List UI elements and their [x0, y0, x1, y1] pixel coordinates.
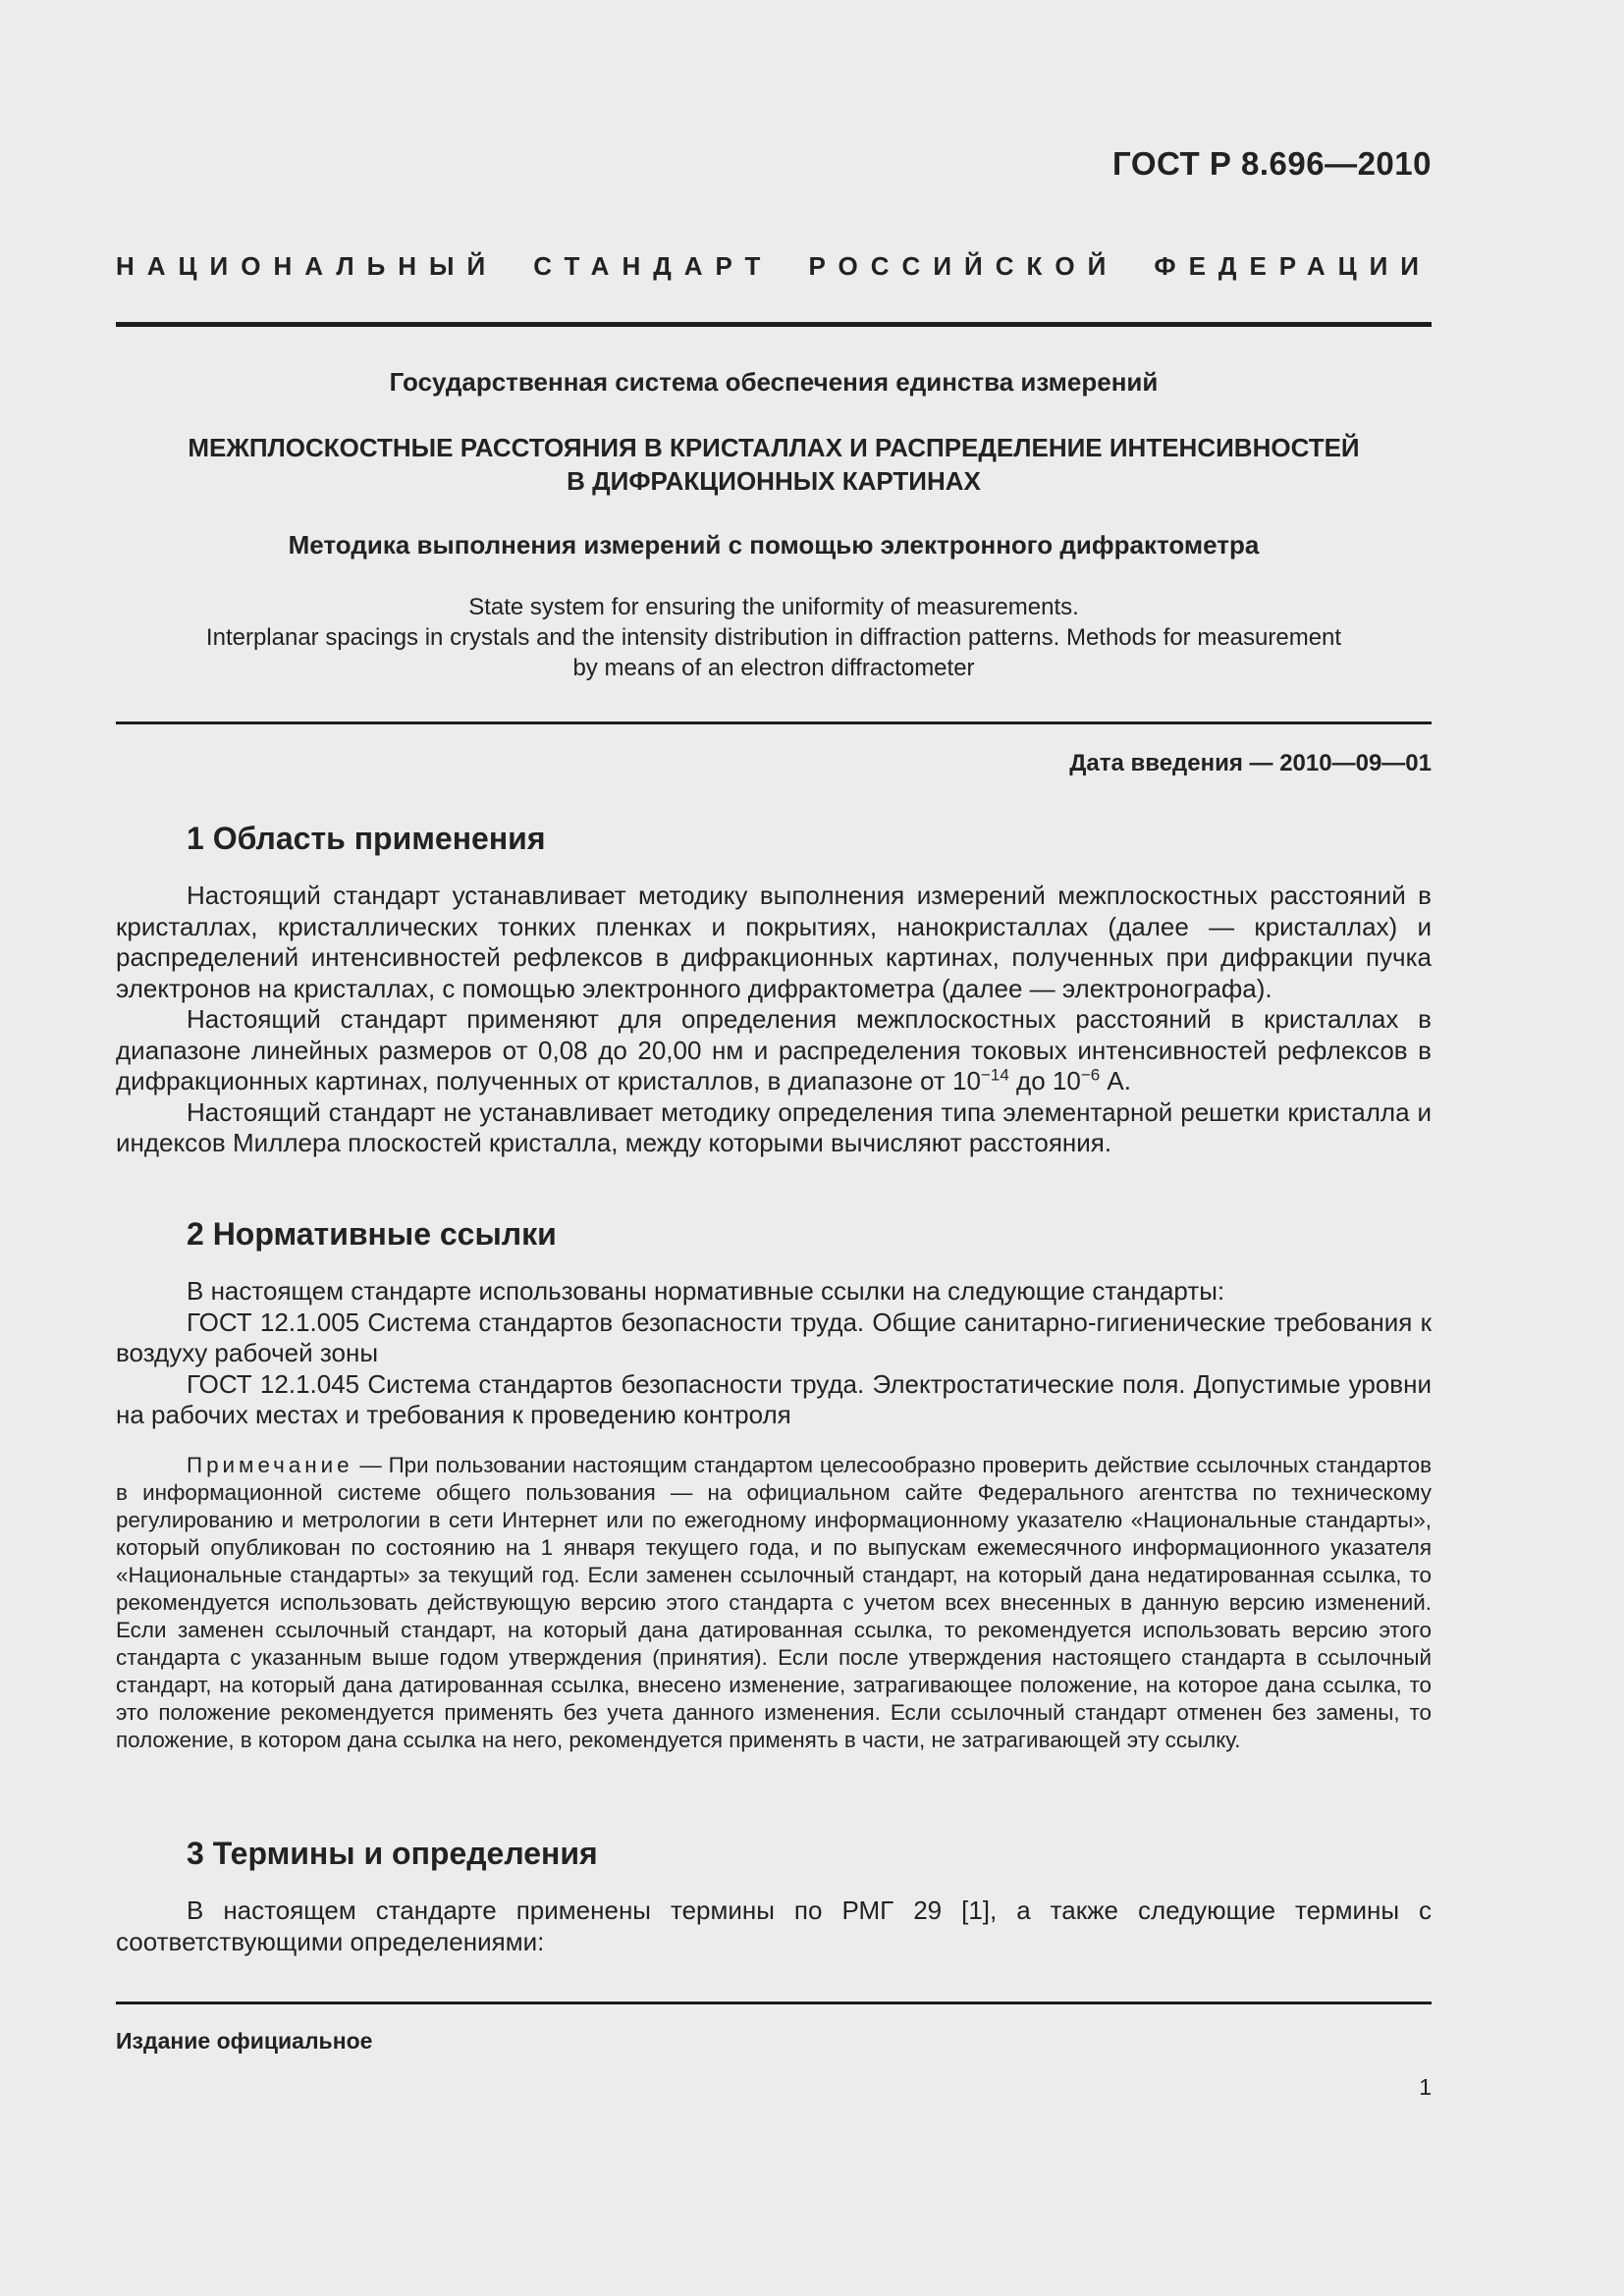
english-title-line-2: Interplanar spacings in crystals and the intensity distribution in diffraction patterns. Methods for measurement [205, 624, 1342, 651]
section-3-paragraph-1: В настоящем стандарте применены термины по РМГ 29 [1], а также следующие термины с соответствующими определениями: [116, 1896, 1432, 1956]
main-title-line-2: В ДИФРАКЦИОННЫХ КАРТИНАХ [567, 466, 981, 496]
section-2-reference-2: ГОСТ 12.1.045 Система стандартов безопасности труда. Электростатические поля. Допустимые уровни на рабочих местах и требования к проведению контроля [116, 1368, 1432, 1429]
section-2-heading: 2 Нормативные ссылки [187, 1216, 557, 1252]
english-title-line-1: State system for ensuring the uniformity of measurements. [468, 594, 1079, 620]
footer-rule [116, 2002, 1432, 2004]
introduction-date: Дата введения — 2010—09—01 [1069, 750, 1432, 776]
english-title-line-3: by means of an electron diffractometer [572, 655, 975, 681]
english-title [116, 592, 1432, 683]
section-2-reference-1: ГОСТ 12.1.005 Система стандартов безопасности труда. Общие санитарно-гигиенические требования к воздуху рабочей зоны [116, 1307, 1432, 1367]
note-text: — При пользовании настоящим стандартом целесообразно проверить действие ссылочных стандартов в информационной системе общего пользования — на официальном сайте Федерального агентства по техническому регулированию и метрологии в сети Интернет или по ежегодному информационному указателю «Национальные стандарты», который опубликован по состоянию на 1 января текущего года, и по выпускам ежемесячного информационного указателя «Национальные стандарты» за текущий год. Если заменен ссылочный стандарт, на который дана недатированная ссылка, то рекомендуется использовать действующую версию этого стандарта с учетом всех внесенных в данную версию изменений. Если заменен ссылочный стандарт, на который дана датированная ссылка, то рекомендуется использовать версию этого стандарта с указанным выше годом утверждения (принятия). Если после утверждения настоящего стандарта в ссылочный стандарт, на который дана датированная ссылка, внесено изменение, затрагивающее положение, на которое дана ссылка, то это положение рекомендуется применять без учета данного изменения. Если ссылочный стандарт отменен без замены, то положение, в котором дана ссылка на него, рекомендуется применять в части, не затрагивающей эту ссылку. [116, 1453, 1432, 1752]
section-1-heading: 1 Область применения [187, 821, 546, 856]
section-3-body [116, 1896, 1432, 1957]
section-3-heading: 3 Термины и определения [187, 1836, 598, 1871]
section-1-paragraph-1: Настоящий стандарт устанавливает методику выполнения измерений межплоскостных расстояний в кристаллах, кристаллических тонких пленках и покрытиях, нанокристаллах (далее — кристаллах) и распределений интенсивностей рефлексов в дифракционных картинах, полученных при дифракции пучка электронов на кристаллах, с помощью электронного дифрактометра (далее — электронографа). [116, 881, 1432, 1003]
header-rule [116, 322, 1432, 327]
sub-title: Методика выполнения измерений с помощью электронного дифрактометра [288, 530, 1260, 560]
section-2-body [116, 1276, 1432, 1431]
main-title [116, 431, 1432, 498]
references-note [116, 1452, 1432, 1754]
note-label: Примечание [187, 1453, 353, 1477]
main-title-line-1: МЕЖПЛОСКОСТНЫЕ РАССТОЯНИЯ В КРИСТАЛЛАХ И РАСПРЕДЕЛЕНИЕ ИНТЕНСИВНОСТЕЙ [188, 433, 1360, 462]
document-number: ГОСТ Р 8.696—2010 [1112, 145, 1432, 182]
section-1-body [116, 881, 1432, 1159]
section-2-paragraph-1: В настоящем стандарте использованы нормативные ссылки на следующие стандарты: [187, 1276, 1225, 1306]
page-number: 1 [1419, 2074, 1432, 2100]
title-rule [116, 721, 1432, 724]
section-1-paragraph-3: Настоящий стандарт не устанавливает методику определения типа элементарной решетки кристалла и индексов Миллера плоскостей кристалла, между которыми вычисляют расстояния. [116, 1096, 1432, 1157]
section-1-paragraph-2: Настоящий стандарт применяют для определения межплоскостных расстояний в кристаллах в диапазоне линейных размеров от 0,08 до 20,00 нм и распределения токовых интенсивностей рефлексов в дифракционных картинах, полученных от кристаллов, в диапазоне от $10^{-14}$ до $10^{-6}$ А. [116, 1004, 1432, 1095]
edition-label: Издание официальное [116, 2028, 373, 2054]
national-standard-header: НАЦИОНАЛЬНЫЙ СТАНДАРТ РОССИЙСКОЙ ФЕДЕРАЦИИ [116, 251, 1432, 281]
document-page [116, 0, 1432, 2296]
system-title: Государственная система обеспечения единства измерений [389, 367, 1159, 397]
